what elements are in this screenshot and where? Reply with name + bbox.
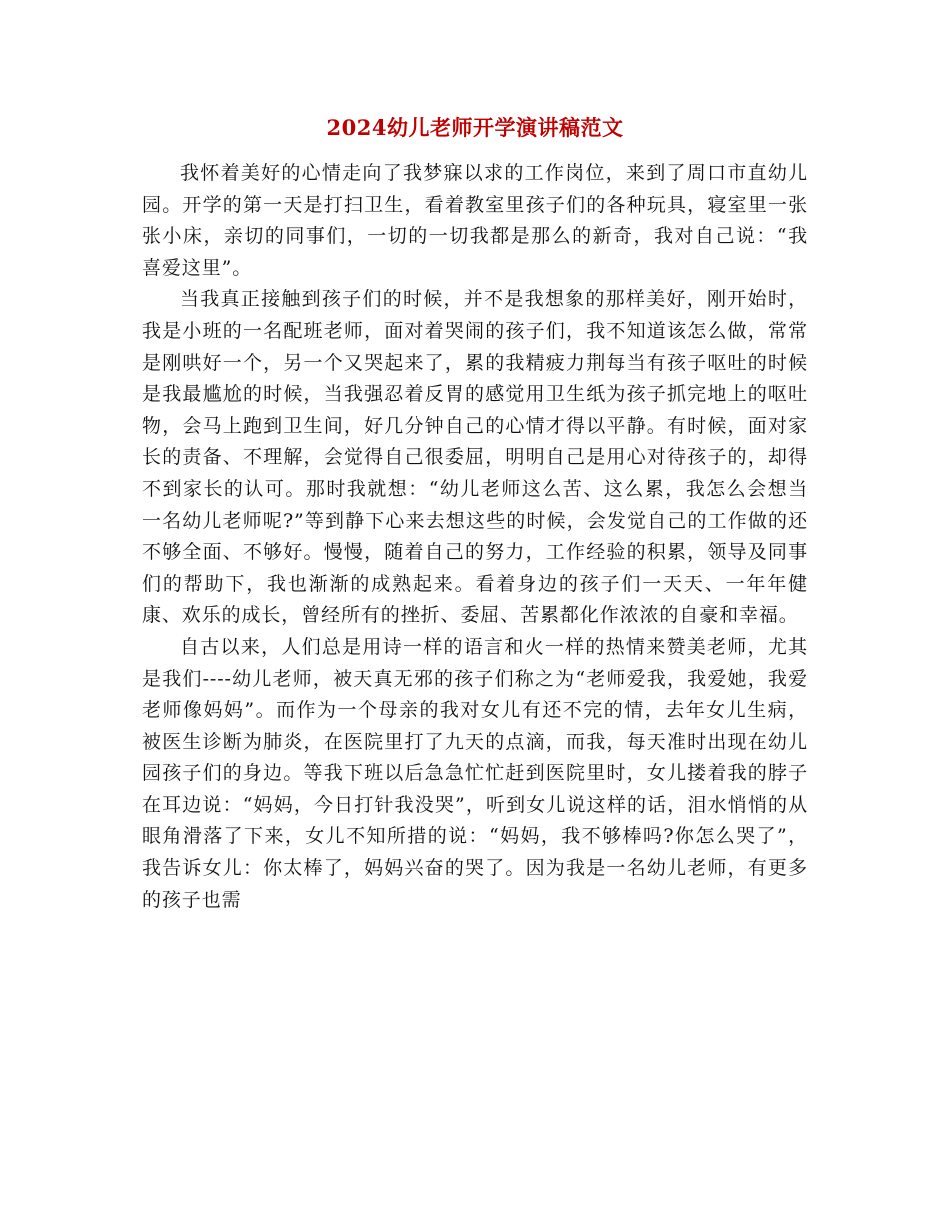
- document-title: 2024幼儿老师开学演讲稿范文: [326, 115, 624, 140]
- document-body: [142, 158, 808, 916]
- paragraph: 自古以来，人们总是用诗一样的语言和火一样的热情来赞美老师，尤其是我们----幼儿老师，被天真无邪的孩子们称之为“老师爱我，我爱她，我爱老师像妈妈”。而作为一个母亲的我对女儿有还不完的情，去年女儿生病，被医生诊断为肺炎，在医院里打了九天的点滴，而我，每天准时出现在幼儿园孩子们的身边。等我下班以后急急忙忙赶到医院里时，女儿搂着我的脖子在耳边说：“妈妈，今日打针我没哭”，听到女儿说这样的话，泪水悄悄的从眼角滑落了下来，女儿不知所措的说：“妈妈，我不够棒吗?你怎么哭了”，我告诉女儿：你太棒了，妈妈兴奋的哭了。因为我是一名幼儿老师，有更多的孩子也需: [142, 635, 808, 911]
- paragraph: 当我真正接触到孩子们的时候，并不是我想象的那样美好，刚开始时，我是小班的一名配班老师，面对着哭闹的孩子们，我不知道该怎么做，常常是刚哄好一个，另一个又哭起来了，累的我精疲力荆每当有孩子呕吐的时候是我最尴尬的时候，当我强忍着反胃的感觉用卫生纸为孩子抓完地上的呕吐物，会马上跑到卫生间，好几分钟自己的心情才得以平静。有时候，面对家长的责备、不理解，会觉得自己很委屈，明明自己是用心对待孩子的，却得不到家长的认可。那时我就想：“幼儿老师这么苦、这么累，我怎么会想当一名幼儿老师呢?”等到静下心来去想这些的时候，会发觉自己的工作做的还不够全面、不够好。慢慢，随着自己的努力，工作经验的积累，领导及同事们的帮助下，我也渐渐的成熟起来。看着身边的孩子们一天天、一年年健康、欢乐的成长，曾经所有的挫折、委屈、苦累都化作浓浓的自豪和幸福。: [142, 288, 808, 627]
- paragraph: 我怀着美好的心情走向了我梦寐以求的工作岗位，来到了周口市直幼儿园。开学的第一天是打扫卫生，看着教室里孩子们的各种玩具，寝室里一张张小床，亲切的同事们，一切的一切我都是那么的新奇，我对自己说：“我喜爱这里”。: [142, 162, 808, 279]
